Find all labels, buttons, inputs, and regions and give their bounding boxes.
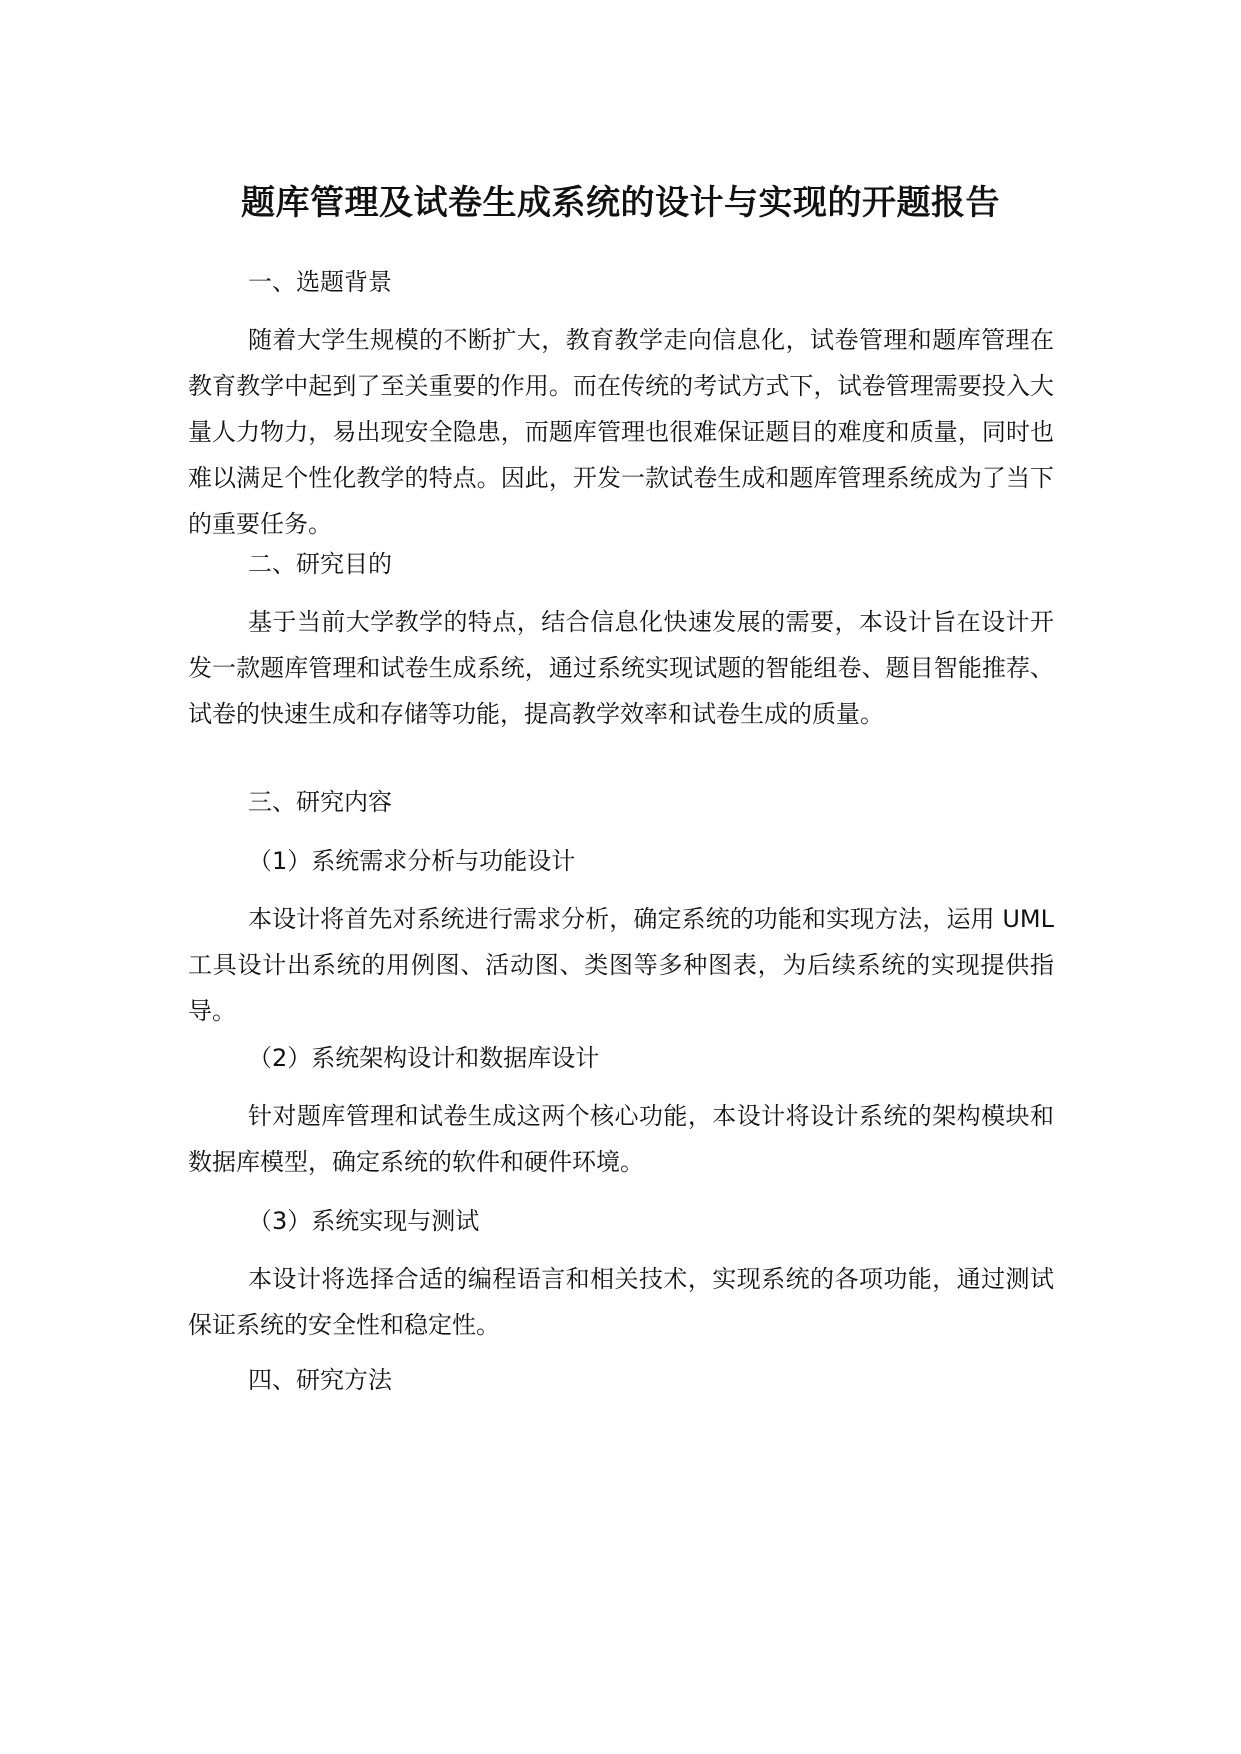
section-heading-methods: 四、研究方法 [248,1366,392,1394]
section-paragraph-purpose: 基于当前大学教学的特点，结合信息化快速发展的需要，本设计旨在设计开发一款题库管理和试卷生成系统，通过系统实现试题的智能组卷、题目智能推荐、试卷的快速生成和存储等功能，提高教学效率和试卷生成的质量。 [188,608,1054,728]
subsection-paragraph-implementation: 本设计将选择合适的编程语言和相关技术，实现系统的各项功能，通过测试保证系统的安全性和稳定性。 [188,1265,1054,1339]
document-title: 题库管理及试卷生成系统的设计与实现的开题报告 [241,183,1000,223]
section-heading-content: 三、研究内容 [248,788,392,816]
subsection-paragraph-architecture: 针对题库管理和试卷生成这两个核心功能，本设计将设计系统的架构模块和数据库模型，确定系统的软件和硬件环境。 [188,1102,1054,1176]
section-heading-background: 一、选题背景 [248,268,392,296]
subsection-heading-implementation: （3）系统实现与测试 [248,1207,480,1235]
section-paragraph-background: 随着大学生规模的不断扩大，教育教学走向信息化，试卷管理和题库管理在教育教学中起到了至关重要的作用。而在传统的考试方式下，试卷管理需要投入大量人力物力，易出现安全隐患，而题库管理也很难保证题目的难度和质量，同时也难以满足个性化教学的特点。因此，开发一款试卷生成和题库管理系统成为了当下的重要任务。 [188,326,1054,538]
subsection-heading-requirements: （1）系统需求分析与功能设计 [248,847,576,875]
subsection-paragraph-requirements: 本设计将首先对系统进行需求分析，确定系统的功能和实现方法，运用 UML 工具设计出系统的用例图、活动图、类图等多种图表，为后续系统的实现提供指导。 [188,905,1054,1025]
subsection-heading-architecture: （2）系统架构设计和数据库设计 [248,1044,600,1072]
section-heading-purpose: 二、研究目的 [248,550,392,578]
